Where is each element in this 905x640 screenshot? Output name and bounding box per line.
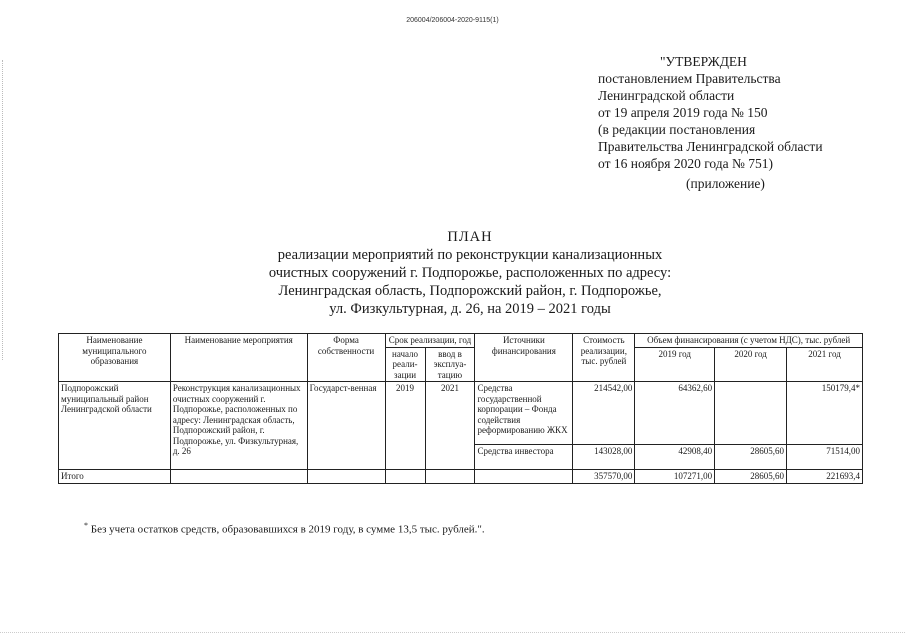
scan-margin — [2, 60, 7, 360]
cell-ownership: Государст-венная — [307, 382, 385, 470]
approval-line: от 19 апреля 2019 года № 150 — [598, 105, 768, 120]
approval-line: Правительства Ленинградской области — [598, 139, 823, 154]
cell-source1: Средства государственной корпорации – Фонда содействия реформированию ЖКХ — [475, 382, 573, 445]
title-line: очистных сооружений г. Подпорожье, расположенных по адресу: — [268, 265, 672, 281]
cell-source2: Средства инвестора — [475, 445, 573, 470]
cell-total-2021: 221693,4 — [787, 470, 863, 484]
cell-source2-2021: 71514,00 — [787, 445, 863, 470]
header-funding: Объем финансирования (с учетом НДС), тыс. рублей — [635, 334, 863, 348]
title-plan: ПЛАН — [447, 229, 493, 245]
title-line: ул. Физкультурная, д. 26, на 2019 – 2021 годы — [329, 301, 611, 317]
cell-source2-2020: 28605,60 — [715, 445, 787, 470]
cell-total-cost: 357570,00 — [573, 470, 635, 484]
title-line: Ленинградская область, Подпорожский район, г. Подпорожье, — [278, 283, 662, 299]
title-line: реализации мероприятий по реконструкции канализационных — [277, 247, 663, 263]
header-ownership: Форма собственности — [307, 334, 385, 382]
header-2019: 2019 год — [635, 347, 715, 382]
cell-end: 2021 — [425, 382, 475, 470]
cell-source2-2019: 42908,40 — [635, 445, 715, 470]
cell-total-2020: 28605,60 — [715, 470, 787, 484]
header-period-start: начало реали-зации — [385, 347, 425, 382]
approval-line: от 16 ноября 2020 года № 751) — [598, 156, 774, 171]
cell-source2-cost: 143028,00 — [573, 445, 635, 470]
approval-line: Ленинградской области — [598, 88, 735, 103]
table-row — [59, 382, 863, 445]
cell-total-label: Итого — [59, 470, 171, 484]
header-period-end: ввод в эксплуа-тацию — [425, 347, 475, 382]
footnote-mark: * — [84, 521, 88, 530]
header-period: Срок реализации, год — [385, 334, 475, 348]
header-2021: 2021 год — [787, 347, 863, 382]
approval-line: (в редакции постановления — [598, 122, 756, 137]
header-sources: Источники финансирования — [475, 334, 573, 382]
cell-source1-2019: 64362,60 — [635, 382, 715, 445]
approval-line: постановлением Правительства — [598, 71, 781, 86]
document-id: 206004/206004-2020-9115(1) — [406, 17, 499, 24]
cell-total-2019: 107271,00 — [635, 470, 715, 484]
cell-start: 2019 — [385, 382, 425, 470]
document-title — [200, 228, 740, 318]
cell-activity: Реконструкция канализационных очистных сооружений г. Подпорожье, расположенных по адресу: Ленинградская область, Подпорожский район, г. Подпорожье, ул. Физкультурная, д. 26 — [170, 382, 307, 470]
header-cost: Стоимость реализации, тыс. рублей — [573, 334, 635, 382]
approval-stamp — [598, 53, 898, 192]
table-total-row — [59, 470, 863, 484]
approval-appendix: (приложение) — [686, 176, 765, 191]
cell-municipality: Подпорожский муниципальный район Ленинградской области — [59, 382, 171, 470]
header-activity: Наименование мероприятия — [170, 334, 307, 382]
table-header-row — [59, 334, 863, 348]
header-2020: 2020 год — [715, 347, 787, 382]
approval-heading: "УТВЕРЖДЕН — [660, 54, 747, 69]
cell-source1-cost: 214542,00 — [573, 382, 635, 445]
cell-source1-2021: 150179,4* — [787, 382, 863, 445]
scan-bottom-edge — [0, 632, 905, 634]
header-municipality: Наименование муниципального образования — [59, 334, 171, 382]
plan-table — [58, 333, 863, 484]
cell-source1-2020 — [715, 382, 787, 445]
footnote — [84, 521, 485, 536]
footnote-text: Без учета остатков средств, образовавшихся в 2019 году, в сумме 13,5 тыс. рублей.". — [90, 523, 485, 536]
